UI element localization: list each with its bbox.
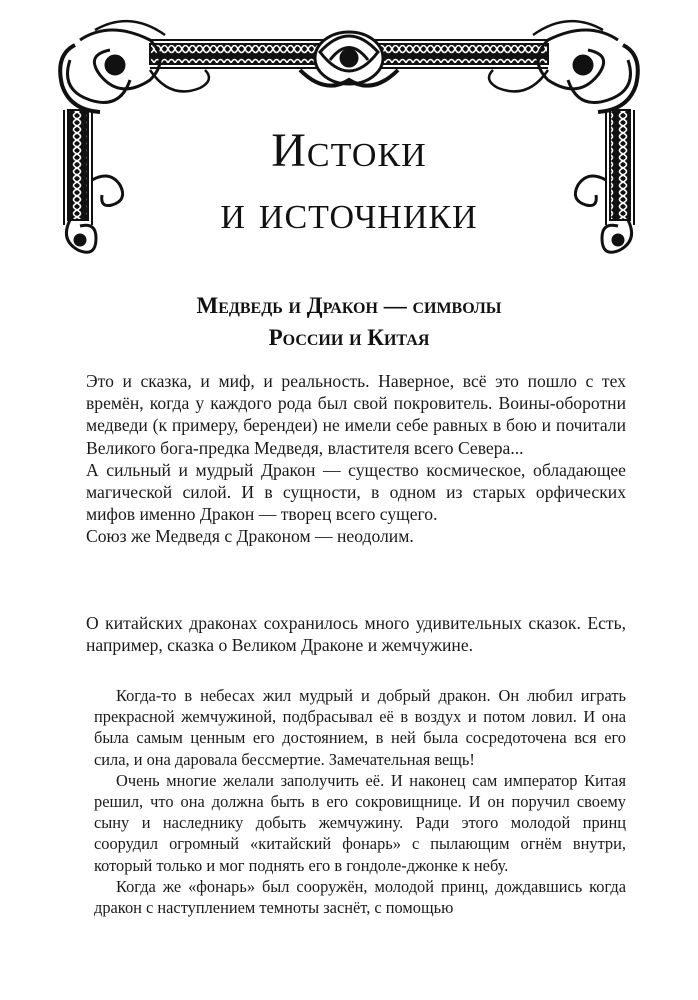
intro-paragraph-block bbox=[86, 612, 626, 656]
tale-quote-block bbox=[94, 685, 626, 918]
chapter-title bbox=[0, 120, 698, 244]
section-title-line-1: Медведь и Дракон — символы bbox=[196, 293, 502, 318]
paragraph: О китайских драконах сохранилось много удивительных сказок. Есть, например, сказка о Великом Драконе и жемчужине. bbox=[86, 613, 626, 656]
chapter-title-line-2: и источники bbox=[220, 186, 478, 239]
quote-paragraph: Когда-то в небесах жил мудрый и добрый дракон. Он любил играть прекрасной жемчужиной, подбрасывал её в воздух и потом ловил. И она была самым ценным его достоянием, в ней была сосредоточена вся его сила, и она даровала бессмертие. Замечательная вещь! bbox=[94, 686, 626, 769]
quote-paragraph: Очень многие желали заполучить её. И наконец сам император Китая решил, что она должна быть в его сокровищнице. И он поручил своему сыну и наследнику добыть жемчужину. Ради этого молодой принц соорудил огромный «китайский фонарь» с пылающим огнём внутри, который только и мог поднять его в гондоле-джонке к небу. bbox=[94, 770, 626, 875]
section-title-line-2: России и Китая bbox=[268, 325, 430, 350]
right-corner-knot bbox=[533, 21, 638, 112]
section-title bbox=[0, 290, 698, 354]
paragraph: А сильный и мудрый Дракон — существо космическое, обладающее магической силой. И в сущности, в одном из старых орфических мифов именно Дракон — творец всего сущего. bbox=[86, 459, 626, 525]
chapter-title-line-1: Истоки bbox=[271, 124, 427, 177]
quote-paragraph: Когда же «фонарь» был сооружён, молодой принц, дождавшись когда дракон с наступлением темноты заснёт, с помощью bbox=[94, 876, 626, 918]
paragraph: Союз же Медведя с Драконом — неодолим. bbox=[86, 526, 414, 547]
main-text-block bbox=[86, 370, 626, 548]
left-corner-knot bbox=[60, 21, 165, 112]
paragraph: Это и сказка, и миф, и реальность. Наверное, всё это пошло с тех времён, когда у каждого рода был свой покровитель. Воины-оборотни медведи (к примеру, берендеи) не имели себе равных в бою и почитали Великого бога-предка Медведя, властителя всего Севера... bbox=[86, 371, 626, 458]
